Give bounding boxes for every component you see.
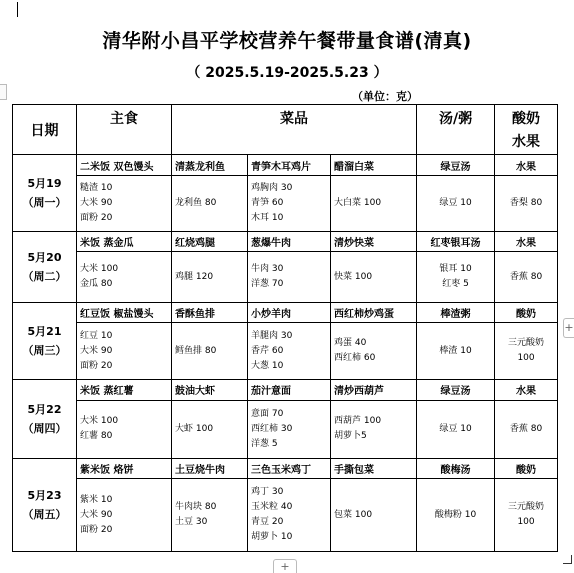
ingredient-line: 面粉 20 — [80, 212, 113, 223]
dish1-ingredients — [172, 252, 248, 302]
header-soup: 汤/粥 — [417, 105, 495, 155]
header-dishes: 菜品 — [172, 105, 417, 155]
ingredient-line: 大虾 100 — [175, 423, 214, 434]
weekday-label: （周五） — [22, 508, 67, 522]
dish1-name: 清蒸龙利鱼 — [172, 155, 248, 175]
ingredient-line: 绿豆 10 — [439, 423, 472, 434]
ingredient-line: 鸡蛋 40 — [334, 338, 367, 349]
ingredient-line: 青豆 20 — [251, 517, 284, 528]
weekday-label: （周二） — [22, 269, 67, 283]
dish1-name: 鼓油大虾 — [172, 380, 248, 400]
dish3-ingredients — [331, 175, 417, 232]
ingredient-line: 大葱 10 — [251, 360, 284, 371]
ingredient-line: 青笋 60 — [251, 197, 284, 208]
add-row-plus-icon[interactable]: + — [273, 559, 297, 573]
dish3-name: 清炒快菜 — [331, 232, 417, 252]
unit-note: （单位：克） — [352, 90, 418, 103]
staple-ingredients — [77, 479, 172, 552]
dish2-ingredients — [248, 252, 331, 302]
staple-ingredients — [77, 400, 172, 459]
page-title: 清华附小昌平学校营养午餐带量食谱(清真) — [102, 30, 472, 52]
ingredient-line: 胡萝卜 10 — [251, 532, 293, 543]
extra-ingredients — [495, 479, 558, 552]
dish2-ingredients — [248, 479, 331, 552]
ingredient-line: 红枣 5 — [442, 279, 469, 289]
ingredient-line: 香蕉 80 — [509, 271, 543, 282]
ingredient-line: 100 — [517, 353, 535, 364]
dish1-ingredients — [172, 322, 248, 380]
staple-name: 红豆饭 椒盐馒头 — [77, 302, 172, 322]
weekday-label: （周一） — [22, 196, 67, 210]
ingredient-line: 鳕鱼排 80 — [175, 345, 217, 356]
soup-name: 绿豆汤 — [417, 380, 495, 400]
ingredient-line: 大米 90 — [80, 197, 113, 208]
date-cell — [13, 380, 77, 459]
ingredient-line: 木耳 10 — [251, 212, 284, 223]
extra-ingredients — [495, 175, 558, 232]
dish2-ingredients — [248, 322, 331, 380]
ingredient-line: 包菜 100 — [334, 509, 373, 520]
ingredient-line: 西红柿 30 — [251, 423, 293, 434]
extra-name: 酸奶 — [495, 302, 558, 322]
day-name-row — [13, 155, 558, 175]
day-name-row — [13, 232, 558, 252]
ingredient-line: 糙渣 10 — [80, 182, 113, 193]
header-date: 日期 — [13, 105, 77, 155]
day-ingredient-row — [13, 322, 558, 380]
ingredient-line: 羊腿肉 30 — [251, 330, 293, 341]
day-name-row — [13, 380, 558, 400]
dish3-ingredients — [331, 479, 417, 552]
ingredient-line: 快菜 100 — [334, 271, 373, 282]
dish1-ingredients — [172, 175, 248, 232]
staple-name: 米饭 蒸红薯 — [77, 380, 172, 400]
extra-ingredients — [495, 252, 558, 302]
soup-ingredients — [417, 252, 495, 302]
ingredient-line: 银耳 10 — [439, 264, 472, 274]
ingredient-line: 洋葱 5 — [251, 438, 278, 449]
date-cell — [13, 232, 77, 303]
ingredient-line: 红豆 10 — [80, 330, 113, 341]
ingredient-line: 香蕉 80 — [509, 423, 543, 434]
header-staple: 主食 — [77, 105, 172, 155]
dish2-ingredients — [248, 400, 331, 459]
dish3-name: 清炒西葫芦 — [331, 380, 417, 400]
extra-name: 酸奶 — [495, 459, 558, 479]
ingredient-line: 龙利鱼 80 — [175, 197, 217, 208]
ingredient-line: 紫米 10 — [80, 494, 113, 505]
soup-ingredients — [417, 400, 495, 459]
ingredient-line: 大米 100 — [80, 416, 119, 427]
date-label: 5月22 — [27, 403, 62, 417]
dish2-name: 青笋木耳鸡片 — [248, 155, 331, 175]
header-row — [13, 105, 558, 155]
dish3-ingredients — [331, 252, 417, 302]
day-ingredient-row — [13, 252, 558, 302]
dish2-name: 小炒羊肉 — [248, 302, 331, 322]
date-cell — [13, 459, 77, 552]
soup-name: 绿豆汤 — [417, 155, 495, 175]
ingredient-line: 金瓜 80 — [80, 279, 113, 289]
soup-name: 棒渣粥 — [417, 302, 495, 322]
day-ingredient-row — [13, 479, 558, 552]
dish3-name: 手撕包菜 — [331, 459, 417, 479]
day-ingredient-row — [13, 400, 558, 459]
ingredient-line: 绿豆 10 — [439, 197, 472, 208]
ingredient-line: 意面 70 — [251, 408, 284, 419]
text-cursor — [17, 2, 18, 17]
dish3-ingredients — [331, 400, 417, 459]
soup-ingredients — [417, 322, 495, 380]
staple-ingredients — [77, 322, 172, 380]
dish1-ingredients — [172, 479, 248, 552]
ingredient-line: 西红柿 60 — [334, 353, 376, 364]
day-name-row — [13, 302, 558, 322]
soup-ingredients — [417, 175, 495, 232]
ingredient-line: 面粉 20 — [80, 360, 113, 371]
dish1-name: 香酥鱼排 — [172, 302, 248, 322]
ingredient-line: 三元酸奶 — [508, 338, 545, 349]
ingredient-line: 红薯 80 — [80, 431, 113, 442]
date-label: 5月23 — [27, 489, 62, 503]
ingredient-line: 牛肉块 80 — [175, 502, 217, 513]
ingredient-line: 面粉 20 — [80, 524, 113, 535]
ingredient-line: 牛肉 30 — [251, 264, 284, 274]
soup-ingredients — [417, 479, 495, 552]
soup-name: 酸梅汤 — [417, 459, 495, 479]
weekday-label: （周三） — [22, 344, 67, 358]
dish2-name: 三色玉米鸡丁 — [248, 459, 331, 479]
ingredient-line: 胡萝卜5 — [334, 431, 367, 442]
header-extra-yogurt: 酸奶 — [512, 111, 541, 127]
extra-name: 水果 — [495, 380, 558, 400]
day-ingredient-row — [13, 175, 558, 232]
ingredient-line: 鸡丁 30 — [251, 487, 284, 498]
ingredient-line: 玉米粒 40 — [251, 502, 293, 513]
ingredient-line: 棒渣 10 — [439, 345, 472, 356]
date-label: 5月21 — [27, 325, 62, 339]
dish1-name: 土豆烧牛肉 — [172, 459, 248, 479]
staple-name: 米饭 蒸金瓜 — [77, 232, 172, 252]
ingredient-line: 大米 100 — [80, 264, 119, 274]
add-column-plus-icon[interactable]: + — [563, 318, 574, 338]
staple-ingredients — [77, 252, 172, 302]
date-cell — [13, 302, 77, 380]
ingredient-line: 香梨 80 — [509, 197, 543, 208]
ingredient-line: 三元酸奶 — [508, 502, 545, 513]
dish2-name: 茄汁意面 — [248, 380, 331, 400]
date-label: 5月20 — [27, 250, 62, 264]
ingredient-line: 鸡胸肉 30 — [251, 182, 293, 193]
extra-ingredients — [495, 400, 558, 459]
dish3-ingredients — [331, 322, 417, 380]
staple-name: 紫米饭 烙饼 — [77, 459, 172, 479]
header-extra-fruit: 水果 — [512, 134, 541, 150]
ingredient-line: 大米 90 — [80, 345, 113, 356]
ingredient-line: 鸡腿 120 — [175, 271, 214, 282]
staple-name: 二米饭 双色馒头 — [77, 155, 172, 175]
dish3-name: 西红柿炒鸡蛋 — [331, 302, 417, 322]
resize-corner-icon[interactable] — [563, 555, 572, 564]
ingredient-line: 土豆 30 — [175, 517, 208, 528]
extra-name: 水果 — [495, 155, 558, 175]
staple-ingredients — [77, 175, 172, 232]
date-range: （ 2025.5.19-2025.5.23 ） — [186, 65, 388, 81]
dish2-ingredients — [248, 175, 331, 232]
ingredient-line: 100 — [517, 517, 535, 528]
dish3-name: 醋溜白菜 — [331, 155, 417, 175]
date-label: 5月19 — [27, 177, 62, 191]
soup-name: 红枣银耳汤 — [417, 232, 495, 252]
dish1-name: 红烧鸡腿 — [172, 232, 248, 252]
ingredient-line: 大米 90 — [80, 509, 113, 520]
ingredient-line: 大白菜 100 — [334, 197, 382, 208]
dish1-ingredients — [172, 400, 248, 459]
day-name-row — [13, 459, 558, 479]
extra-name: 水果 — [495, 232, 558, 252]
dish2-name: 葱爆牛肉 — [248, 232, 331, 252]
margin-tab[interactable] — [0, 84, 7, 100]
ingredient-line: 洋葱 70 — [251, 279, 284, 289]
ingredient-line: 西葫芦 100 — [334, 416, 382, 427]
menu-table — [12, 104, 558, 552]
ingredient-line: 酸梅粉 10 — [434, 509, 477, 520]
ingredient-line: 香芹 60 — [251, 345, 284, 356]
weekday-label: （周四） — [22, 422, 67, 436]
extra-ingredients — [495, 322, 558, 380]
header-extra — [495, 105, 558, 155]
date-cell — [13, 155, 77, 232]
